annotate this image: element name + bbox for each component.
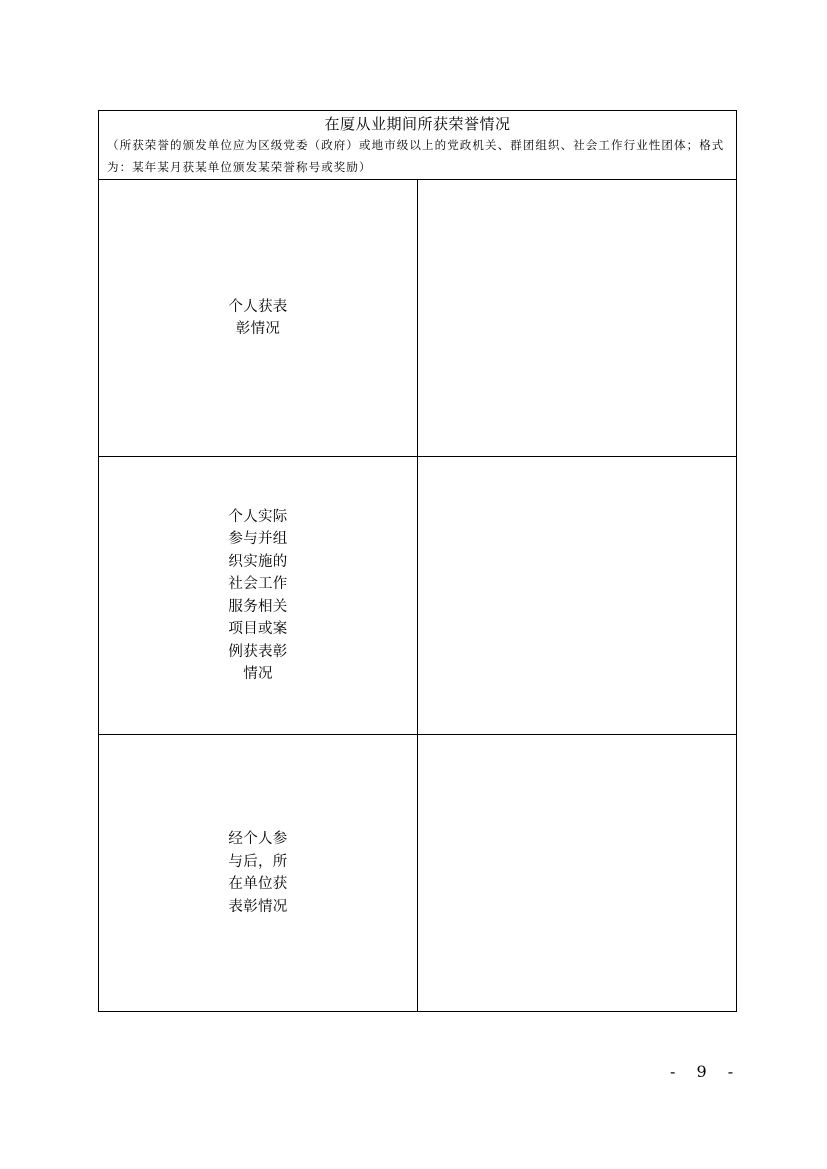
row-label-cell [99,457,418,735]
row-label-personal-honors: 个人获表彰情况 [228,298,288,337]
row-label-cell [99,180,418,457]
row-label-cell [99,735,418,1012]
row-label-project-honors: 个人实际参与并组织实施的社会工作服务相关项目或案例获表彰情况 [228,508,288,682]
personal-honors-field[interactable] [418,180,737,457]
section-title: 在厦从业期间所获荣誉情况 [324,115,511,133]
page-number: - 9 - [670,1062,742,1081]
honors-form-table [98,110,737,1012]
section-note: （所获荣誉的颁发单位应为区级党委（政府）或地市级以上的党政机关、群团组织、社会工作行业性团体；格式为：某年某月获某单位颁发某荣誉称号或奖励） [107,138,725,174]
table-row [99,180,737,457]
header-cell [99,111,737,180]
unit-honors-field[interactable] [418,735,737,1012]
header-row [99,111,737,180]
project-honors-field[interactable] [418,457,737,735]
row-label-unit-honors: 经个人参与后，所在单位获表彰情况 [228,831,288,915]
table-row [99,457,737,735]
table-row [99,735,737,1012]
